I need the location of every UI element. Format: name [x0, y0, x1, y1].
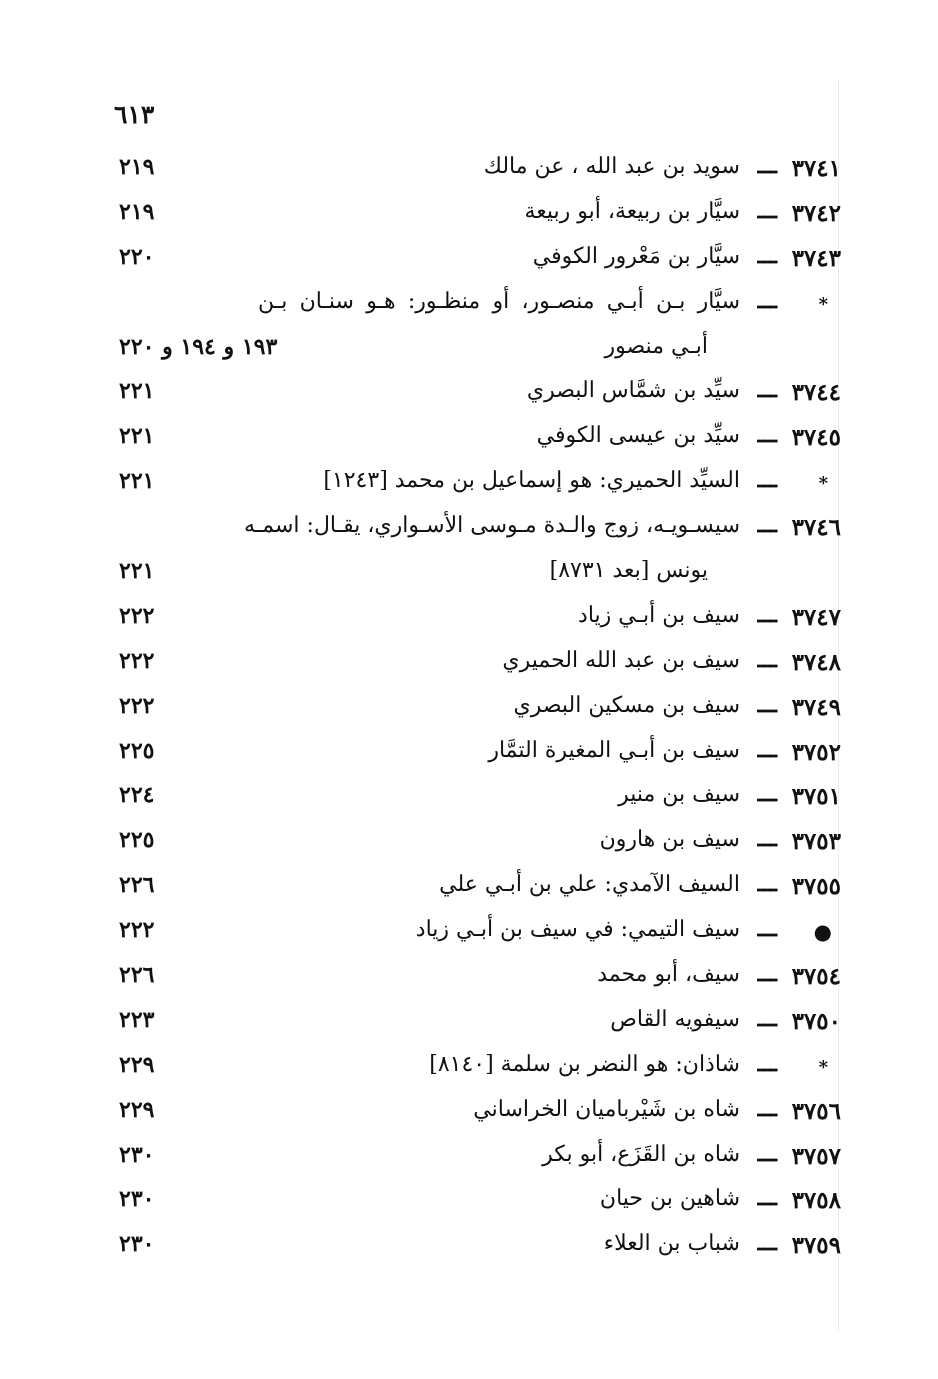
entry-page-ref: ٢٢٥	[119, 827, 155, 854]
entry-page-ref: ٢٢٢	[119, 647, 155, 674]
entry-name: سيف بن عبد الله الحميري	[502, 647, 740, 673]
index-entry	[0, 735, 938, 780]
entry-number: ٣٧٥١	[791, 783, 841, 811]
index-entry-continuation	[0, 331, 938, 376]
index-entry	[0, 420, 938, 465]
entry-dash: ـــ	[757, 1230, 777, 1257]
entry-dash: ـــ	[757, 1185, 777, 1212]
entry-number: ٣٧٤٧	[791, 603, 841, 631]
entry-dash: ـــ	[757, 1095, 777, 1122]
index-entry-continuation	[0, 555, 938, 600]
index-entry-cross-reference	[0, 465, 938, 510]
entry-page-ref: ٢٢٣	[119, 1006, 155, 1033]
entry-page-ref: ٢١٩	[119, 198, 155, 225]
entry-dash: ـــ	[757, 242, 777, 269]
entry-page-ref: ٢٢١	[119, 558, 155, 585]
index-entry	[0, 196, 938, 241]
entry-dash: ـــ	[757, 377, 777, 404]
entry-name: سيِّد بن عيسى الكوفي	[536, 423, 740, 449]
entry-name: سيف بن هارون	[599, 827, 740, 853]
entry-number: ٣٧٥٥	[791, 873, 841, 901]
index-entry	[0, 690, 938, 735]
name-index-list	[0, 151, 938, 1273]
entry-dash: ـــ	[757, 422, 777, 449]
entry-page-ref: ٢٢٩	[119, 1051, 155, 1078]
entry-page-ref: ٢٢٩	[119, 1096, 155, 1123]
entry-name: شاه بن القَزَع، أبو بكر	[542, 1141, 740, 1167]
entry-number: ٣٧٥٤	[791, 963, 841, 991]
index-entry	[0, 1004, 938, 1049]
entry-dash: ـــ	[757, 1005, 777, 1032]
bullet-dot-icon: ●	[813, 919, 832, 945]
index-entry	[0, 1228, 938, 1273]
entry-name: شاذان: هو النضر بن سلمة [٨١٤٠]	[429, 1051, 740, 1077]
index-entry	[0, 375, 938, 420]
entry-page-ref: ٢٣٠	[119, 1231, 155, 1258]
entry-number: ٣٧٥٧	[791, 1142, 841, 1170]
entry-page-ref: ٢٢٠	[119, 243, 155, 270]
index-entry	[0, 510, 938, 555]
asterisk-marker-icon: *	[818, 1056, 828, 1078]
entry-page-ref: ٢٢٢	[119, 692, 155, 719]
index-entry-cross-reference	[0, 1049, 938, 1094]
entry-name: سيف التيمي: في سيف بن أبـي زياد	[415, 917, 740, 943]
entry-name: سيف بن أبـي المغيرة التمَّار	[488, 737, 740, 763]
entry-dash: ـــ	[757, 871, 777, 898]
index-entry	[0, 1139, 938, 1184]
entry-name: سيَّار بن مَعْرور الكوفي	[532, 243, 740, 269]
entry-name: شباب بن العلاء	[603, 1231, 740, 1257]
index-entry	[0, 869, 938, 914]
entry-page-ref: ٢٣٠	[119, 1186, 155, 1213]
entry-page-ref: ٢٢٢	[119, 602, 155, 629]
entry-number: ٣٧٤٦	[791, 514, 841, 542]
index-entry	[0, 1183, 938, 1228]
entry-name: السيف الآمدي: علي بن أبـي علي	[439, 872, 740, 898]
entry-page-ref: ٢٢٢	[119, 917, 155, 944]
index-entry	[0, 645, 938, 690]
asterisk-marker-icon: *	[818, 473, 828, 495]
entry-number: ٣٧٤٨	[791, 648, 841, 676]
entry-name: سيف بن منير	[618, 782, 740, 808]
entry-name: سيفويه القاص	[610, 1006, 740, 1032]
asterisk-marker-icon: *	[818, 293, 828, 315]
entry-name: شاهين بن حيان	[599, 1186, 740, 1212]
index-entry-cross-reference	[0, 914, 938, 959]
index-entry	[0, 824, 938, 869]
entry-dash: ـــ	[757, 287, 777, 314]
entry-name-continuation: يونس [بعد ٨٧٣١]	[549, 558, 708, 584]
entry-page-ref: ٢٢١	[119, 423, 155, 450]
entry-name: سيف، أبو محمد	[597, 962, 740, 988]
entry-number: ٣٧٥٠	[791, 1007, 841, 1035]
entry-name: سيف بن مسكين البصري	[513, 692, 740, 718]
entry-name: سويد بن عبد الله ، عن مالك	[483, 154, 740, 179]
entry-page-ref: ٢٢٥	[119, 737, 155, 764]
entry-page-ref: ٢٢١	[119, 468, 155, 495]
entry-name: سيف بن أبـي زياد	[578, 602, 740, 628]
entry-dash: ـــ	[757, 961, 777, 988]
entry-dash: ـــ	[757, 736, 777, 763]
entry-number: ٣٧٤٣	[791, 244, 841, 272]
page-number: ٦١٣	[114, 100, 155, 129]
index-entry	[0, 151, 938, 196]
entry-number: ٣٧٤١	[791, 155, 841, 182]
entry-dash: ـــ	[757, 826, 777, 853]
entry-page-ref: ٢٢٤	[119, 782, 155, 809]
index-entry	[0, 1094, 938, 1139]
entry-page-ref: ١٩٣ و ١٩٤ و ٢٢٠	[119, 333, 278, 360]
index-entry	[0, 241, 938, 286]
entry-number: ٣٧٤٥	[791, 424, 841, 452]
entry-name: شاه بن شَيْرباميان الخراساني	[473, 1096, 740, 1122]
entry-number: ٣٧٥٦	[791, 1097, 841, 1125]
entry-dash: ـــ	[757, 916, 777, 943]
entry-dash: ـــ	[757, 197, 777, 224]
entry-dash: ـــ	[757, 646, 777, 673]
entry-dash: ـــ	[757, 691, 777, 718]
entry-page-ref: ٢١٩	[119, 154, 155, 180]
entry-dash: ـــ	[757, 512, 777, 539]
entry-dash: ـــ	[757, 467, 777, 494]
entry-page-ref: ٢٢٦	[119, 962, 155, 989]
entry-page-ref: ٢٢٦	[119, 872, 155, 899]
entry-number: ٣٧٥٩	[791, 1232, 841, 1260]
entry-name-continuation: أبـي منصور	[604, 333, 708, 359]
entry-number: ٣٧٤٤	[791, 379, 841, 407]
entry-name: سيَّار بـن أبـي منصـور، أو منظـور: هـو سنـان بـن	[258, 288, 740, 314]
entry-page-ref: ٢٢١	[119, 378, 155, 405]
entry-number: ٣٧٤٩	[791, 693, 841, 721]
entry-dash: ـــ	[757, 601, 777, 628]
entry-number: ٣٧٥٨	[791, 1187, 841, 1215]
entry-name: سيَّار بن ربيعة، أبو ربيعة	[524, 198, 740, 224]
entry-name: سيِّد بن شمَّاس البصري	[526, 378, 740, 404]
entry-dash: ـــ	[757, 1050, 777, 1077]
index-entry-cross-reference	[0, 286, 938, 331]
index-entry	[0, 600, 938, 645]
entry-page-ref: ٢٣٠	[119, 1141, 155, 1168]
index-entry	[0, 779, 938, 824]
entry-dash: ـــ	[757, 1140, 777, 1167]
entry-dash: ـــ	[757, 781, 777, 808]
entry-number: ٣٧٤٢	[791, 199, 841, 227]
entry-dash: ـــ	[757, 153, 777, 179]
entry-number: ٣٧٥٢	[791, 738, 841, 766]
index-entry	[0, 959, 938, 1004]
entry-number: ٣٧٥٣	[791, 828, 841, 856]
entry-name: سيسـويـه، زوج والـدة مـوسى الأسـواري، يقـال: اسمـه	[244, 513, 740, 539]
entry-name: السيِّد الحميري: هو إسماعيل بن محمد [١٢٤٣]	[323, 468, 740, 494]
